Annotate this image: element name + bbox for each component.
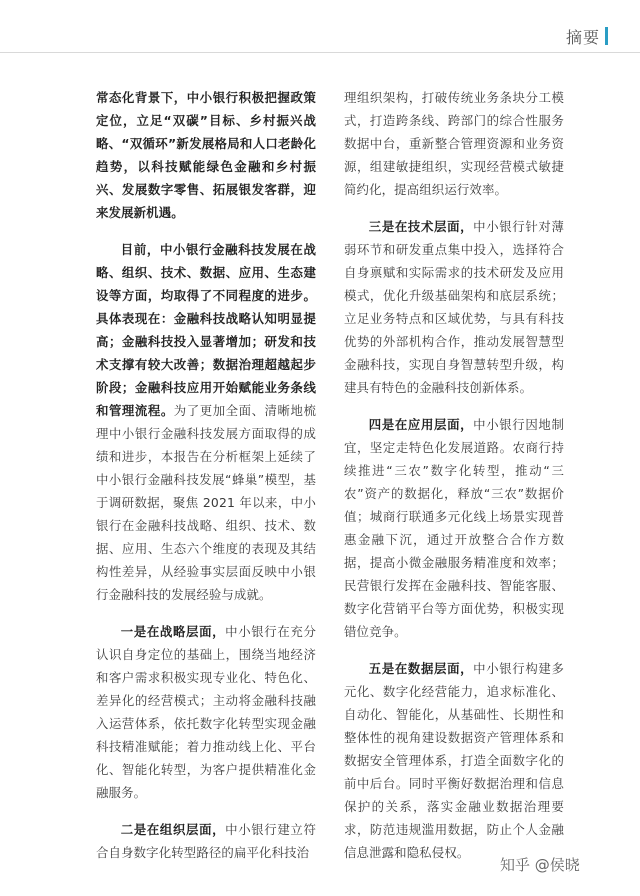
left-paragraph-4-text: 中小银行建立符合自身数字化转型路径的扁平化科技治 [96,822,316,860]
left-paragraph-2-text: 为了更加全面、清晰地梳理中小银行金融科技发展方面取得的成绩和进步，本报告在分析框架上延续了中小银行金融科技发展“蜂巢”模型，基于调研数据，聚焦 2021 年以来，中小银行在金融科技战略、组织、技术、数据、应用、生态六个维度的表现及其结构性差异，从经验事实层面反映中小银行金融科技的发展经验与成就。 [96,403,316,602]
right-column [344,86,564,878]
right-paragraph-3-text: 中小银行因地制宜，坚定走特色化发展道路。农商行持续推进“三农”数字化转型，推动“三农”资产的数据化，释放“三农”数据价值；城商行联通多元化线上场景实现普惠金融下沉，通过开放整合合作方数据，提高小微金融服务精准度和效率；民营银行发挥在金融科技、智能客服、数字化营销平台等方面优势，积极实现错位竞争。 [344,417,564,639]
left-paragraph-1-bold: 常态化背景下，中小银行积极把握政策定位，立足“双碳”目标、乡村振兴战略、“双循环”新发展格局和人口老龄化趋势，以科技赋能绿色金融和乡村振兴、发展数字零售、拓展银发客群，迎来发展新机遇。 [96,90,316,220]
right-paragraph-2-bold: 三是在技术层面， [368,219,474,234]
left-paragraph-2-bold: 目前，中小银行金融科技发展在战略、组织、技术、数据、应用、生态建设等方面，均取得了不同程度的进步。具体表现在：金融科技战略认知明显提高；金融科技投入显著增加；研发和技术支撑有较大改善；数据治理超越起步阶段；金融科技应用开始赋能业务条线和管理流程。 [96,242,316,418]
left-paragraph-2 [96,238,316,606]
right-paragraph-4-text: 中小银行构建多元化、数字化经营能力，追求标准化、自动化、智能化，从基础性、长期性和整体性的视角建设数据资产管理体系和数据安全管理体系，打造全面数字化的前中后台。同时平衡好数据治理和信息保护的关系，落实金融业数据治理要求，防范违规滥用数据，防止个人金融信息泄露和隐私侵权。 [344,661,564,860]
left-paragraph-1 [96,86,316,224]
right-paragraph-4 [344,657,564,864]
right-paragraph-1 [344,86,564,201]
right-paragraph-4-bold: 五是在数据层面， [368,661,474,676]
right-paragraph-3-bold: 四是在应用层面， [368,417,474,432]
left-paragraph-4 [96,818,316,864]
right-paragraph-1-text: 理组织架构，打破传统业务条块分工模式，打造跨条线、跨部门的综合性服务数据中台，重新整合管理资源和业务资源，组建敏捷组织，实现经营模式敏捷简约化，提高组织运行效率。 [344,90,564,197]
right-paragraph-3 [344,413,564,643]
left-paragraph-3 [96,620,316,804]
watermark: 知乎 @侯晓 [500,856,580,874]
left-column [96,86,316,878]
left-paragraph-3-bold: 一是在战略层面， [120,624,226,639]
header-accent-bar [605,27,608,45]
right-paragraph-2 [344,215,564,399]
right-paragraph-2-text: 中小银行针对薄弱环节和研发重点集中投入，选择符合自身禀赋和实际需求的技术研发及应用模式，优化升级基础架构和底层系统；立足业务特点和区域优势，与具有科技优势的外部机构合作，推动发展智慧型金融科技，实现自身智慧转型升级，构建具有特色的金融科技创新体系。 [344,219,564,395]
left-paragraph-3-text: 中小银行在充分认识自身定位的基础上，围绕当地经济和客户需求积极实现专业化、特色化、差异化的经营模式；主动将金融科技融入运营体系，依托数字化转型实现金融科技精准赋能；着力推动线上化、平台化、智能化转型，为客户提供精准化金融服务。 [96,624,316,800]
header-divider [0,52,640,53]
header-title: 摘要 [565,28,600,47]
left-paragraph-4-bold: 二是在组织层面， [120,822,226,837]
